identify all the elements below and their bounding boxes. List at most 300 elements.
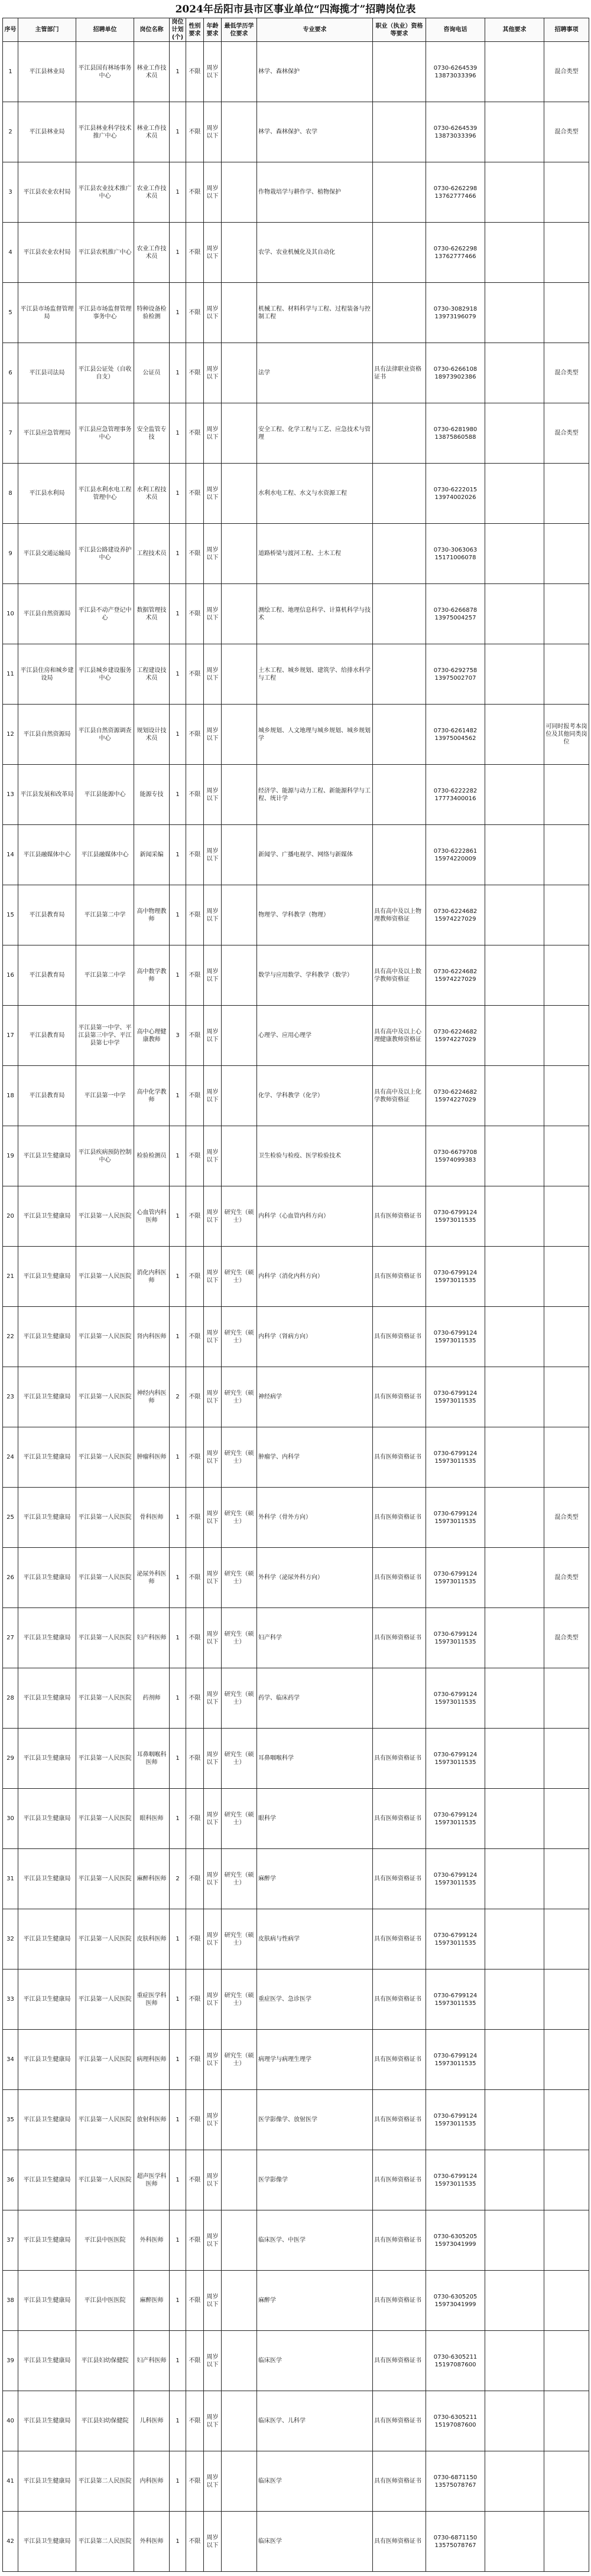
table-cell: 0730-6799124 15973011535: [426, 1970, 485, 2030]
table-cell: 平江县第一人民医院: [76, 1307, 134, 1367]
table-cell: 公证员: [134, 343, 170, 403]
table-cell: 18: [3, 1066, 18, 1126]
table-cell: [373, 644, 426, 705]
table-cell: [544, 825, 589, 885]
table-cell: 平江县卫生健康局: [18, 1126, 76, 1186]
table-cell: 平江县妇幼保健院: [76, 2331, 134, 2391]
table-cell: 平江县卫生健康局: [18, 1488, 76, 1548]
table-cell: 林业工作技术员: [134, 42, 170, 102]
table-cell: 1: [170, 2391, 186, 2451]
table-cell: [222, 1006, 257, 1066]
table-row: [3, 1126, 589, 1186]
table-cell: 林学、森林保护、农学: [257, 102, 373, 162]
table-cell: 卫生检验与检疫、医学检验技术: [257, 1126, 373, 1186]
table-cell: 1: [170, 584, 186, 644]
table-cell: 研究生（硕士）: [222, 1367, 257, 1427]
table-cell: 平江县第一人民医院: [76, 1367, 134, 1427]
table-cell: 道路桥梁与渡河工程、土木工程: [257, 524, 373, 584]
table-cell: 周岁以下: [204, 1367, 222, 1427]
table-cell: [544, 524, 589, 584]
column-header: 年龄要求: [204, 18, 222, 42]
table-cell: 周岁以下: [204, 1006, 222, 1066]
table-cell: 1: [170, 1548, 186, 1608]
table-cell: 平江县教育局: [18, 1006, 76, 1066]
table-cell: 内科学（肾病方向）: [257, 1307, 373, 1367]
table-cell: 不限: [186, 2512, 204, 2572]
table-cell: [485, 644, 544, 705]
table-cell: [485, 1608, 544, 1668]
table-cell: 具有医师资格证书: [373, 1849, 426, 1909]
table-cell: 平江县应急管理事务中心: [76, 403, 134, 464]
table-cell: 妇产科医师: [134, 2331, 170, 2391]
table-cell: 1: [170, 1970, 186, 2030]
table-cell: 平江县第一中学: [76, 1066, 134, 1126]
table-row: [3, 1729, 589, 1789]
table-cell: 0730-6262298 13762777466: [426, 162, 485, 223]
table-cell: 0730-6799124 15973011535: [426, 2090, 485, 2150]
table-cell: 不限: [186, 1548, 204, 1608]
table-cell: 0730-6799124 15973011535: [426, 1186, 485, 1247]
table-cell: 数据管理技术员: [134, 584, 170, 644]
table-cell: 药剂师: [134, 1668, 170, 1729]
table-row: [3, 584, 589, 644]
table-cell: 林业工作技术员: [134, 102, 170, 162]
table-cell: [485, 223, 544, 283]
table-cell: [485, 2331, 544, 2391]
table-cell: 20: [3, 1186, 18, 1247]
table-cell: [485, 1729, 544, 1789]
table-cell: 平江县卫生健康局: [18, 2512, 76, 2572]
table-cell: 周岁以下: [204, 1729, 222, 1789]
table-cell: 42: [3, 2512, 18, 2572]
table-cell: 0730-6799124 15973011535: [426, 1427, 485, 1488]
table-cell: 0730-6264539 13873033396: [426, 102, 485, 162]
table-cell: 1: [170, 644, 186, 705]
table-cell: 周岁以下: [204, 1548, 222, 1608]
table-row: [3, 2210, 589, 2271]
table-cell: 外科学（骨外方向）: [257, 1488, 373, 1548]
table-cell: 泌尿外科医师: [134, 1548, 170, 1608]
table-cell: [544, 1247, 589, 1307]
table-cell: 研究生（硕士）: [222, 2030, 257, 2090]
table-cell: 15: [3, 885, 18, 945]
table-cell: 1: [170, 223, 186, 283]
table-cell: 周岁以下: [204, 2391, 222, 2451]
table-cell: 周岁以下: [204, 584, 222, 644]
table-row: [3, 42, 589, 102]
table-row: [3, 825, 589, 885]
table-cell: [544, 1668, 589, 1729]
table-cell: 26: [3, 1548, 18, 1608]
table-cell: 平江县卫生健康局: [18, 1186, 76, 1247]
column-header: 岗位计划(个): [170, 18, 186, 42]
table-cell: [485, 1488, 544, 1548]
table-cell: [222, 644, 257, 705]
table-row: [3, 1006, 589, 1066]
table-row: [3, 2451, 589, 2512]
table-cell: [485, 1970, 544, 2030]
table-cell: [544, 1006, 589, 1066]
table-cell: 平江县卫生健康局: [18, 2271, 76, 2331]
table-cell: 平江县第一人民医院: [76, 1548, 134, 1608]
table-cell: [373, 1668, 426, 1729]
table-cell: 混合类型: [544, 403, 589, 464]
table-cell: 心理学、应用心理学: [257, 1006, 373, 1066]
table-cell: 工程建设技术员: [134, 644, 170, 705]
table-cell: [222, 825, 257, 885]
table-cell: 0730-6266108 18973902386: [426, 343, 485, 403]
table-cell: 1: [170, 1729, 186, 1789]
table-cell: [222, 705, 257, 765]
table-cell: [485, 2391, 544, 2451]
table-cell: 耳鼻咽喉科学: [257, 1729, 373, 1789]
table-cell: 1: [170, 102, 186, 162]
table-cell: 0730-6799124 15973011535: [426, 1488, 485, 1548]
table-cell: 平江县农业农村局: [18, 162, 76, 223]
table-cell: 平江县市场监督管理局: [18, 283, 76, 343]
table-cell: 平江县交通运输局: [18, 524, 76, 584]
table-row: [3, 1066, 589, 1126]
table-cell: 平江县第二人民医院: [76, 2512, 134, 2572]
table-cell: [544, 1909, 589, 1970]
table-cell: 能源专技: [134, 765, 170, 825]
table-cell: 内科医师: [134, 2451, 170, 2512]
table-cell: [485, 1006, 544, 1066]
table-cell: [544, 2090, 589, 2150]
table-cell: 具有医师资格证书: [373, 2030, 426, 2090]
table-cell: [544, 1427, 589, 1488]
table-cell: 平江县卫生健康局: [18, 1367, 76, 1427]
table-cell: 平江县卫生健康局: [18, 2451, 76, 2512]
table-cell: 研究生（硕士）: [222, 1488, 257, 1548]
table-cell: 3: [3, 162, 18, 223]
table-cell: 儿科医师: [134, 2391, 170, 2451]
table-cell: [373, 42, 426, 102]
table-cell: 临床医学、中医学: [257, 2210, 373, 2271]
table-cell: [544, 1126, 589, 1186]
table-cell: 平江县教育局: [18, 945, 76, 1006]
table-cell: 不限: [186, 162, 204, 223]
table-row: [3, 1247, 589, 1307]
table-row: [3, 524, 589, 584]
table-cell: 不限: [186, 343, 204, 403]
table-cell: 7: [3, 403, 18, 464]
table-cell: 皮肤病与性病学: [257, 1909, 373, 1970]
table-cell: 1: [170, 1608, 186, 1668]
table-cell: [485, 2512, 544, 2572]
table-cell: [373, 464, 426, 524]
column-header: 主管部门: [18, 18, 76, 42]
table-cell: 1: [170, 403, 186, 464]
table-row: [3, 705, 589, 765]
table-cell: 工程技术员: [134, 524, 170, 584]
table-cell: 研究生（硕士）: [222, 1789, 257, 1849]
table-cell: 具有医师资格证书: [373, 2271, 426, 2331]
table-cell: 14: [3, 825, 18, 885]
table-cell: [544, 283, 589, 343]
table-cell: 31: [3, 1849, 18, 1909]
table-cell: 高中数学教师: [134, 945, 170, 1006]
table-cell: [485, 1186, 544, 1247]
table-cell: [544, 2271, 589, 2331]
table-cell: [485, 1367, 544, 1427]
table-cell: 周岁以下: [204, 2030, 222, 2090]
table-cell: 消化内科医师: [134, 1247, 170, 1307]
table-cell: 周岁以下: [204, 2271, 222, 2331]
table-cell: [222, 1126, 257, 1186]
table-cell: 平江县发展和改革局: [18, 765, 76, 825]
table-cell: 平江县第一人民医院: [76, 1970, 134, 2030]
table-cell: [544, 2331, 589, 2391]
table-cell: 4: [3, 223, 18, 283]
table-row: [3, 1427, 589, 1488]
table-cell: [544, 1849, 589, 1909]
table-row: [3, 1186, 589, 1247]
table-cell: 平江县公证处（自收自支）: [76, 343, 134, 403]
table-cell: 具有高中及以上数学教师资格证: [373, 945, 426, 1006]
table-cell: 8: [3, 464, 18, 524]
table-cell: 0730-6264539 13873033396: [426, 42, 485, 102]
table-cell: [544, 464, 589, 524]
table-cell: 麻醉学: [257, 2271, 373, 2331]
table-cell: 0730-6292758 13975002707: [426, 644, 485, 705]
table-cell: 周岁以下: [204, 2512, 222, 2572]
table-cell: 水利水电工程、水文与水资源工程: [257, 464, 373, 524]
table-cell: 1: [170, 283, 186, 343]
table-cell: [485, 343, 544, 403]
table-cell: 0730-6262298 13762777466: [426, 223, 485, 283]
table-cell: 19: [3, 1126, 18, 1186]
table-cell: 新闻学、广播电视学、网络与新媒体: [257, 825, 373, 885]
table-cell: 24: [3, 1427, 18, 1488]
table-cell: 不限: [186, 1970, 204, 2030]
table-cell: 5: [3, 283, 18, 343]
table-cell: [544, 223, 589, 283]
table-cell: 周岁以下: [204, 885, 222, 945]
table-cell: 具有医师资格证书: [373, 2512, 426, 2572]
table-cell: 周岁以下: [204, 1488, 222, 1548]
table-cell: [485, 1909, 544, 1970]
table-cell: 眼科学: [257, 1789, 373, 1849]
column-header: 招聘事项: [544, 18, 589, 42]
table-cell: 周岁以下: [204, 2150, 222, 2210]
table-cell: 具有医师资格证书: [373, 1186, 426, 1247]
table-cell: 平江县第一人民医院: [76, 1668, 134, 1729]
table-cell: 平江县林业局: [18, 102, 76, 162]
table-cell: 平江县农业农村局: [18, 223, 76, 283]
table-cell: 1: [170, 343, 186, 403]
table-cell: [485, 945, 544, 1006]
table-cell: 规划设计技术员: [134, 705, 170, 765]
table-cell: [485, 2150, 544, 2210]
table-cell: 1: [3, 42, 18, 102]
table-row: [3, 2150, 589, 2210]
table-cell: [485, 1548, 544, 1608]
table-cell: 具有医师资格证书: [373, 1367, 426, 1427]
table-cell: [485, 2090, 544, 2150]
table-cell: 研究生（硕士）: [222, 1909, 257, 1970]
table-cell: 0730-6281980 13875860588: [426, 403, 485, 464]
table-cell: 0730-6224682 15974227029: [426, 885, 485, 945]
table-cell: [222, 885, 257, 945]
table-cell: 高中化学教师: [134, 1066, 170, 1126]
table-cell: 平江县卫生健康局: [18, 2331, 76, 2391]
table-cell: 平江县第二人民医院: [76, 2451, 134, 2512]
table-cell: 1: [170, 765, 186, 825]
table-cell: 平江县第一人民医院: [76, 1849, 134, 1909]
table-cell: 土木工程、城乡规划、建筑学、给排水科学与工程: [257, 644, 373, 705]
table-cell: 16: [3, 945, 18, 1006]
table-cell: [222, 2331, 257, 2391]
table-cell: 平江县水利局: [18, 464, 76, 524]
table-cell: 0730-6871150 13575078767: [426, 2451, 485, 2512]
table-cell: [544, 2451, 589, 2512]
table-cell: 1: [170, 705, 186, 765]
table-cell: [485, 2271, 544, 2331]
table-cell: [222, 283, 257, 343]
table-cell: 平江县卫生健康局: [18, 1608, 76, 1668]
table-cell: 特种设备检验检测: [134, 283, 170, 343]
table-cell: 0730-6305205 15973041999: [426, 2271, 485, 2331]
table-cell: [485, 1668, 544, 1729]
table-cell: 不限: [186, 223, 204, 283]
table-cell: [222, 2150, 257, 2210]
table-cell: 外科学（泌尿外科方向）: [257, 1548, 373, 1608]
table-cell: 1: [170, 162, 186, 223]
table-cell: [222, 102, 257, 162]
table-cell: 0730-6799124 15973011535: [426, 1909, 485, 1970]
table-cell: 平江县卫生健康局: [18, 1789, 76, 1849]
table-cell: 平江县住房和城乡建设局: [18, 644, 76, 705]
table-cell: 放射科医师: [134, 2090, 170, 2150]
table-cell: 平江县农业技术推广中心: [76, 162, 134, 223]
table-cell: 33: [3, 1970, 18, 2030]
table-cell: 具有医师资格证书: [373, 2150, 426, 2210]
table-cell: 不限: [186, 283, 204, 343]
table-cell: 22: [3, 1307, 18, 1367]
table-cell: 0730-6799124 15973011535: [426, 1608, 485, 1668]
table-cell: [485, 283, 544, 343]
table-cell: 周岁以下: [204, 102, 222, 162]
table-cell: 平江县国有林场事务中心: [76, 42, 134, 102]
table-cell: 平江县能源中心: [76, 765, 134, 825]
table-cell: 临床医学、儿科学: [257, 2391, 373, 2451]
table-cell: 皮肤科医师: [134, 1909, 170, 1970]
table-cell: 麻醉科医师: [134, 1849, 170, 1909]
table-row: [3, 2030, 589, 2090]
table-cell: 具有医师资格证书: [373, 1427, 426, 1488]
table-cell: [222, 464, 257, 524]
table-cell: 平江县第一人民医院: [76, 2030, 134, 2090]
table-cell: 研究生（硕士）: [222, 1186, 257, 1247]
table-cell: 不限: [186, 1909, 204, 1970]
table-cell: 城乡规划、人文地理与城乡规划、城乡规划学: [257, 705, 373, 765]
table-cell: 周岁以下: [204, 2451, 222, 2512]
table-cell: 周岁以下: [204, 1668, 222, 1729]
table-cell: 平江县第一人民医院: [76, 2090, 134, 2150]
table-cell: 0730-6222282 17773400016: [426, 765, 485, 825]
table-cell: 0730-3082918 13973196079: [426, 283, 485, 343]
table-cell: 不限: [186, 705, 204, 765]
table-cell: [222, 765, 257, 825]
table-cell: 物理学、学科教学（物理）: [257, 885, 373, 945]
table-cell: 研究生（硕士）: [222, 1608, 257, 1668]
table-cell: [485, 42, 544, 102]
table-cell: 眼科医师: [134, 1789, 170, 1849]
table-cell: 经济学、能源与动力工程、新能源科学与工程、统计学: [257, 765, 373, 825]
table-cell: [544, 584, 589, 644]
table-cell: [485, 2030, 544, 2090]
table-cell: [485, 1427, 544, 1488]
table-cell: 1: [170, 2030, 186, 2090]
table-cell: [373, 705, 426, 765]
table-cell: 平江县第一人民医院: [76, 1909, 134, 1970]
table-cell: [544, 1789, 589, 1849]
table-cell: 具有医师资格证书: [373, 1548, 426, 1608]
table-cell: 不限: [186, 1789, 204, 1849]
table-cell: 医学影像学、放射医学: [257, 2090, 373, 2150]
table-cell: 平江县卫生健康局: [18, 1427, 76, 1488]
table-cell: 混合类型: [544, 1548, 589, 1608]
table-cell: 不限: [186, 464, 204, 524]
table-cell: 0730-6799124 15973011535: [426, 1729, 485, 1789]
table-cell: 2: [170, 1849, 186, 1909]
table-cell: 0730-6799124 15973011535: [426, 2150, 485, 2210]
table-cell: [373, 283, 426, 343]
table-cell: 病理学与病理生理学: [257, 2030, 373, 2090]
table-row: [3, 2391, 589, 2451]
table-cell: 周岁以下: [204, 1849, 222, 1909]
table-cell: 0730-6679708 15974099383: [426, 1126, 485, 1186]
table-cell: 妇产科医师: [134, 1608, 170, 1668]
table-cell: 平江县卫生健康局: [18, 1970, 76, 2030]
table-cell: 不限: [186, 765, 204, 825]
table-cell: 研究生（硕士）: [222, 1548, 257, 1608]
table-cell: 1: [170, 2451, 186, 2512]
table-cell: 周岁以下: [204, 464, 222, 524]
table-cell: 神经内科医师: [134, 1367, 170, 1427]
table-cell: 1: [170, 2271, 186, 2331]
table-cell: 平江县中医医院: [76, 2271, 134, 2331]
table-cell: 不限: [186, 1066, 204, 1126]
table-cell: 不限: [186, 644, 204, 705]
table-cell: 临床医学: [257, 2451, 373, 2512]
table-cell: 周岁以下: [204, 42, 222, 102]
table-cell: 不限: [186, 102, 204, 162]
table-cell: [222, 524, 257, 584]
table-cell: 安全监管专技: [134, 403, 170, 464]
table-cell: 病理科医师: [134, 2030, 170, 2090]
table-cell: 1: [170, 1186, 186, 1247]
table-row: [3, 885, 589, 945]
table-cell: 0730-6799124 15973011535: [426, 1247, 485, 1307]
table-row: [3, 403, 589, 464]
table-cell: 平江县林业科学技术推广中心: [76, 102, 134, 162]
table-cell: 混合类型: [544, 343, 589, 403]
table-cell: 肾内科医师: [134, 1307, 170, 1367]
table-cell: 1: [170, 1909, 186, 1970]
table-cell: 肿瘤学、内科学: [257, 1427, 373, 1488]
table-cell: 平江县疾病预防控制中心: [76, 1126, 134, 1186]
table-cell: [485, 765, 544, 825]
table-cell: 41: [3, 2451, 18, 2512]
table-cell: 21: [3, 1247, 18, 1307]
table-cell: 不限: [186, 1729, 204, 1789]
table-cell: 平江县卫生健康局: [18, 1909, 76, 1970]
table-cell: 平江县第一人民医院: [76, 1488, 134, 1548]
table-cell: 平江县公路建设养护中心: [76, 524, 134, 584]
table-row: [3, 2090, 589, 2150]
